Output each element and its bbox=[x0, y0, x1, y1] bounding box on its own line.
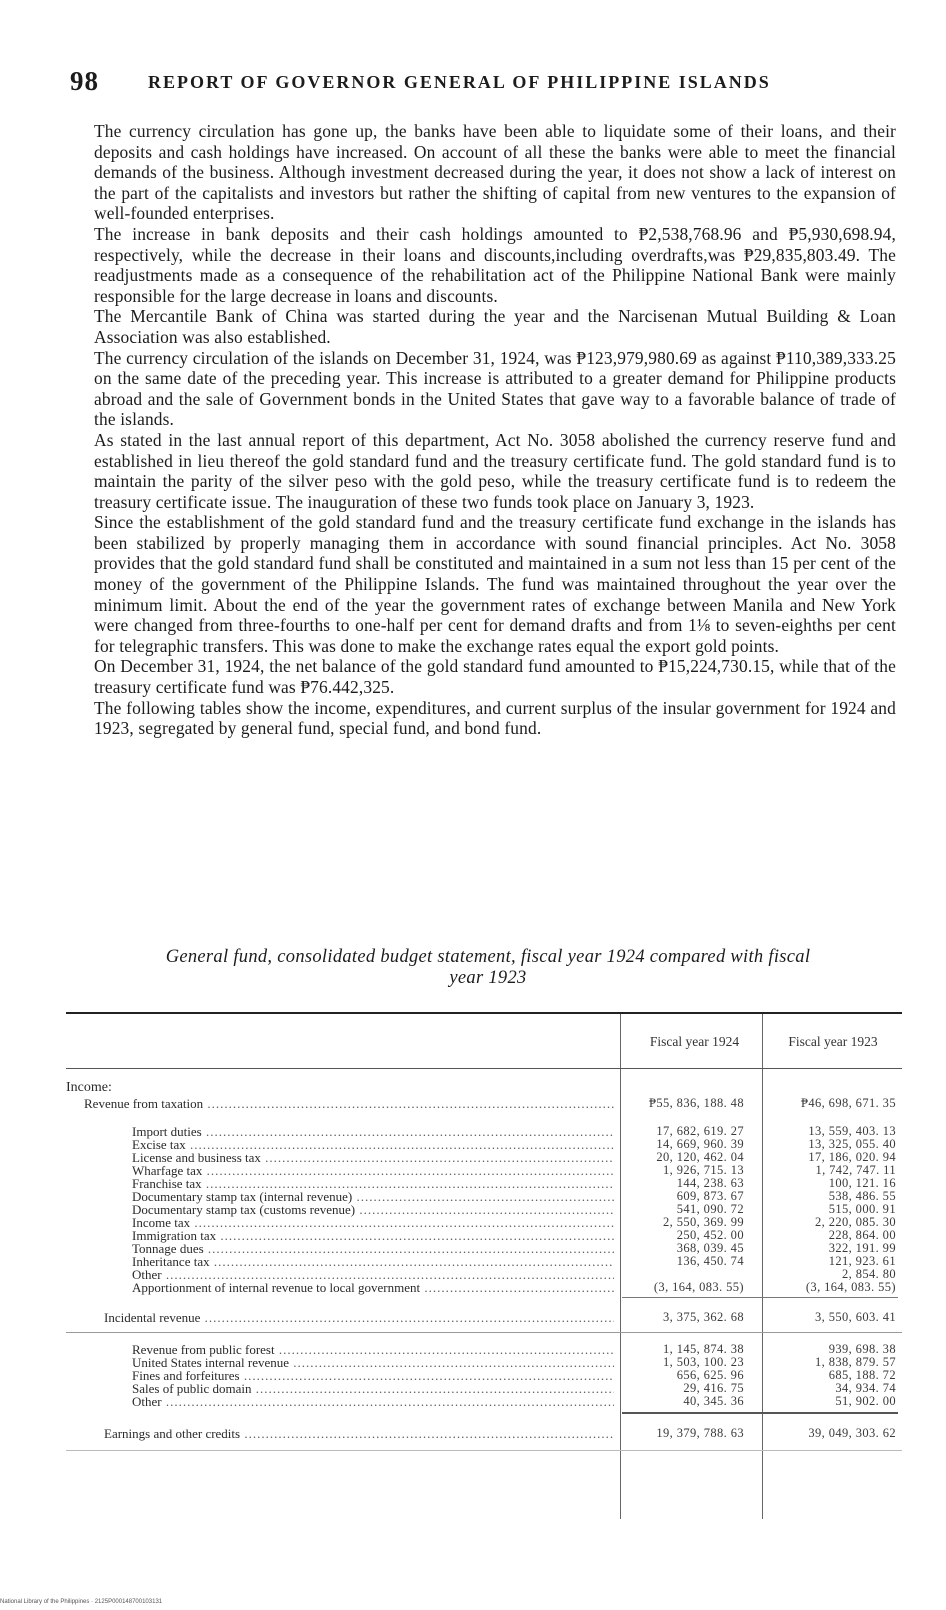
table-row bbox=[66, 1176, 902, 1190]
paragraph: The currency circulation has gone up, the banks have been able to liquidate some of their loans, and their deposits and cash holdings have increased. On account of all these the banks were able to meet the financial demands of the business. Although investment decreased during the year, it does not show a lack of interest on the part of the capitalists and investors but rather the shifting of capital from new ventures to the expansion of well-founded enterprises. bbox=[94, 121, 896, 224]
value-1923: ₱46, 698, 671. 35 bbox=[800, 1096, 896, 1110]
value-1924: 20, 120, 462. 04 bbox=[656, 1150, 744, 1164]
table-row bbox=[66, 1202, 902, 1216]
page-header bbox=[70, 66, 890, 102]
value-1923: 939, 698. 38 bbox=[828, 1342, 896, 1356]
running-title: REPORT OF GOVERNOR GENERAL OF PHILIPPINE ISLANDS bbox=[148, 72, 771, 92]
table-bottom-rule bbox=[66, 1450, 902, 1451]
row-label: Incidental revenue ..... bbox=[104, 1310, 614, 1326]
value-1924: ₱55, 836, 188. 48 bbox=[648, 1096, 744, 1110]
table-caption bbox=[78, 947, 898, 989]
paragraph: Since the establishment of the gold standard fund and the treasury certificate fund exchange in the islands has been stabilized by properly managing them in accordance with sound financial principles. Act No. 3058 provides that the gold standard fund shall be constituted and maintained in a sum not less than 15 per cent of the money of the government of the Philippine Islands. The fund was maintained throughout the year over the minimum limit. About the end of the year the government rates of exchange between Manila and New York were changed from three-fourths to one-half per cent for demand drafts and from 1⅛ to seven-eighths per cent for telegraphic transfers. This was done to make the exchange rates equal the export gold points. bbox=[94, 512, 896, 656]
row-label: Income tax ..... bbox=[132, 1215, 614, 1231]
value-1923: 322, 191. 99 bbox=[828, 1241, 896, 1255]
value-1923: 34, 934. 74 bbox=[835, 1381, 896, 1395]
paragraph: The Mercantile Bank of China was started during the year and the Narcisenan Mutual Building & Loan Association was also established. bbox=[94, 306, 896, 347]
column-header-1923: Fiscal year 1923 bbox=[788, 1034, 878, 1049]
value-1924: 3, 375, 362. 68 bbox=[663, 1310, 744, 1324]
section-label: Income: bbox=[66, 1080, 112, 1095]
value-1923: 17, 186, 020. 94 bbox=[808, 1150, 896, 1164]
row-label: Inheritance tax ..... bbox=[132, 1254, 614, 1270]
table-caption-line: year 1923 bbox=[449, 968, 527, 988]
row-label: Documentary stamp tax (internal revenue) ..... bbox=[132, 1189, 614, 1205]
value-1923: 2, 220, 085. 30 bbox=[815, 1215, 896, 1229]
subtotal-rule bbox=[622, 1297, 898, 1298]
row-label: Other ..... bbox=[132, 1267, 614, 1283]
value-1924: 136, 450. 74 bbox=[676, 1254, 744, 1268]
value-1923: 2, 854. 80 bbox=[842, 1267, 896, 1281]
value-1923: 39, 049, 303. 62 bbox=[808, 1426, 896, 1440]
table-header-rule bbox=[66, 1068, 902, 1069]
value-1924: 19, 379, 788. 63 bbox=[656, 1426, 744, 1440]
body-text bbox=[94, 121, 896, 739]
budget-table bbox=[66, 1012, 902, 1532]
row-label: Apportionment of internal revenue to local government ..... bbox=[132, 1280, 614, 1296]
value-1924: 609, 873. 67 bbox=[676, 1189, 744, 1203]
value-1923: 121, 923. 61 bbox=[828, 1254, 896, 1268]
value-1924: 541, 090. 72 bbox=[676, 1202, 744, 1216]
page-number: 98 bbox=[70, 66, 99, 96]
value-1923: 100, 121. 16 bbox=[828, 1176, 896, 1190]
table-row bbox=[66, 1368, 902, 1382]
table-row bbox=[66, 1163, 902, 1177]
table-row bbox=[66, 1150, 902, 1164]
row-label: License and business tax ..... bbox=[132, 1150, 614, 1166]
table-row bbox=[66, 1124, 902, 1138]
table-row bbox=[66, 1394, 902, 1408]
value-1924: 1, 926, 715. 13 bbox=[663, 1163, 744, 1177]
value-1924: 144, 238. 63 bbox=[676, 1176, 744, 1190]
table-top-rule bbox=[66, 1012, 902, 1014]
scan-footer-mark: National Library of the Philippines · 2125P000148700103131 bbox=[0, 1599, 163, 1605]
paragraph: As stated in the last annual report of this department, Act No. 3058 abolished the currency reserve fund and established in lieu thereof the gold standard fund and the treasury certificate fund. The gold standard fund is to maintain the parity of the silver peso with the gold peso, while the treasury certificate fund is to redeem the treasury certificate issue. The inauguration of these two funds took place on January 3, 1923. bbox=[94, 429, 896, 512]
row-label: Immigration tax ..... bbox=[132, 1228, 614, 1244]
row-label: Earnings and other credits ..... bbox=[104, 1426, 614, 1442]
value-1923: 1, 838, 879. 57 bbox=[815, 1355, 896, 1369]
value-1924: 656, 625. 96 bbox=[676, 1368, 744, 1382]
table-row bbox=[66, 1280, 902, 1294]
table-row bbox=[66, 1355, 902, 1369]
value-1924: 2, 550, 369. 99 bbox=[663, 1215, 744, 1229]
table-row bbox=[66, 1426, 902, 1440]
value-1924: 40, 345. 36 bbox=[683, 1394, 744, 1408]
value-1923: (3, 164, 083. 55) bbox=[805, 1280, 896, 1294]
row-label: Excise tax ..... bbox=[132, 1137, 614, 1153]
row-label: Sales of public domain ..... bbox=[132, 1381, 614, 1397]
row-label: Revenue from taxation ..... bbox=[84, 1096, 614, 1112]
value-1923: 538, 486. 55 bbox=[828, 1189, 896, 1203]
value-1923: 13, 559, 403. 13 bbox=[808, 1124, 896, 1138]
row-label: Revenue from public forest ..... bbox=[132, 1342, 614, 1358]
value-1924: 1, 503, 100. 23 bbox=[663, 1355, 744, 1369]
value-1923: 51, 902. 00 bbox=[835, 1394, 896, 1408]
paragraph: The currency circulation of the islands on December 31, 1924, was ₱123,979,980.69 as against ₱110,389,333.25 on the same date of the preceding year. This increase is attributed to a greater demand for Philippine products abroad and the sale of Government bonds in the United States that gave way to a favorable balance of trade of the islands. bbox=[94, 347, 896, 430]
table-row bbox=[66, 1228, 902, 1242]
value-1923: 228, 864. 00 bbox=[828, 1228, 896, 1242]
row-label: Import duties ..... bbox=[132, 1124, 614, 1140]
value-1923: 3, 550, 603. 41 bbox=[815, 1310, 896, 1324]
table-row bbox=[66, 1215, 902, 1229]
subtotal-rule bbox=[622, 1412, 898, 1414]
value-1924: 14, 669, 960. 39 bbox=[656, 1137, 744, 1151]
section-rule bbox=[66, 1332, 902, 1333]
table-row bbox=[66, 1254, 902, 1268]
paragraph: The increase in bank deposits and their cash holdings amounted to ₱2,538,768.96 and ₱5,930,698.94, respectively, while the decrease in their loans and discounts,including overdrafts,was ₱29,835,803.49. The readjustments made as a consequence of the rehabilitation act of the Philippine National Bank were mainly responsible for the large decrease in loans and discounts. bbox=[94, 223, 896, 306]
table-row bbox=[66, 1137, 902, 1151]
table-row bbox=[66, 1310, 902, 1324]
row-label: Other ..... bbox=[132, 1394, 614, 1410]
table-row bbox=[66, 1241, 902, 1255]
value-1923: 515, 000. 91 bbox=[828, 1202, 896, 1216]
row-label: Fines and forfeitures ..... bbox=[132, 1368, 614, 1384]
value-1924: 368, 039. 45 bbox=[676, 1241, 744, 1255]
value-1924: 17, 682, 619. 27 bbox=[656, 1124, 744, 1138]
value-1924: 1, 145, 874. 38 bbox=[663, 1342, 744, 1356]
table-row bbox=[66, 1096, 902, 1110]
value-1923: 13, 325, 055. 40 bbox=[808, 1137, 896, 1151]
value-1923: 1, 742, 747. 11 bbox=[815, 1163, 896, 1177]
row-label: United States internal revenue ..... bbox=[132, 1355, 614, 1371]
paragraph: The following tables show the income, expenditures, and current surplus of the insular government for 1924 and 1923, segregated by general fund, special fund, and bond fund. bbox=[94, 697, 896, 739]
table-row bbox=[66, 1381, 902, 1395]
table-section-label bbox=[66, 1080, 902, 1094]
table-row bbox=[66, 1267, 902, 1281]
value-1924: 29, 416. 75 bbox=[683, 1381, 744, 1395]
table-row bbox=[66, 1342, 902, 1356]
paragraph: On December 31, 1924, the net balance of the gold standard fund amounted to ₱15,224,730.15, while that of the treasury certificate fund was ₱76.442,325. bbox=[94, 656, 896, 698]
table-row bbox=[66, 1189, 902, 1203]
row-label: Documentary stamp tax (customs revenue) ..... bbox=[132, 1202, 614, 1218]
table-caption-line: General fund, consolidated budget statement, fiscal year 1924 compared with fiscal bbox=[165, 947, 811, 967]
row-label: Wharfage tax ..... bbox=[132, 1163, 614, 1179]
row-label: Tonnage dues ..... bbox=[132, 1241, 614, 1257]
value-1923: 685, 188. 72 bbox=[828, 1368, 896, 1382]
row-label: Franchise tax ..... bbox=[132, 1176, 614, 1192]
column-header-1924: Fiscal year 1924 bbox=[649, 1034, 740, 1049]
value-1924: 250, 452. 00 bbox=[676, 1228, 744, 1242]
value-1924: (3, 164, 083. 55) bbox=[653, 1280, 744, 1294]
